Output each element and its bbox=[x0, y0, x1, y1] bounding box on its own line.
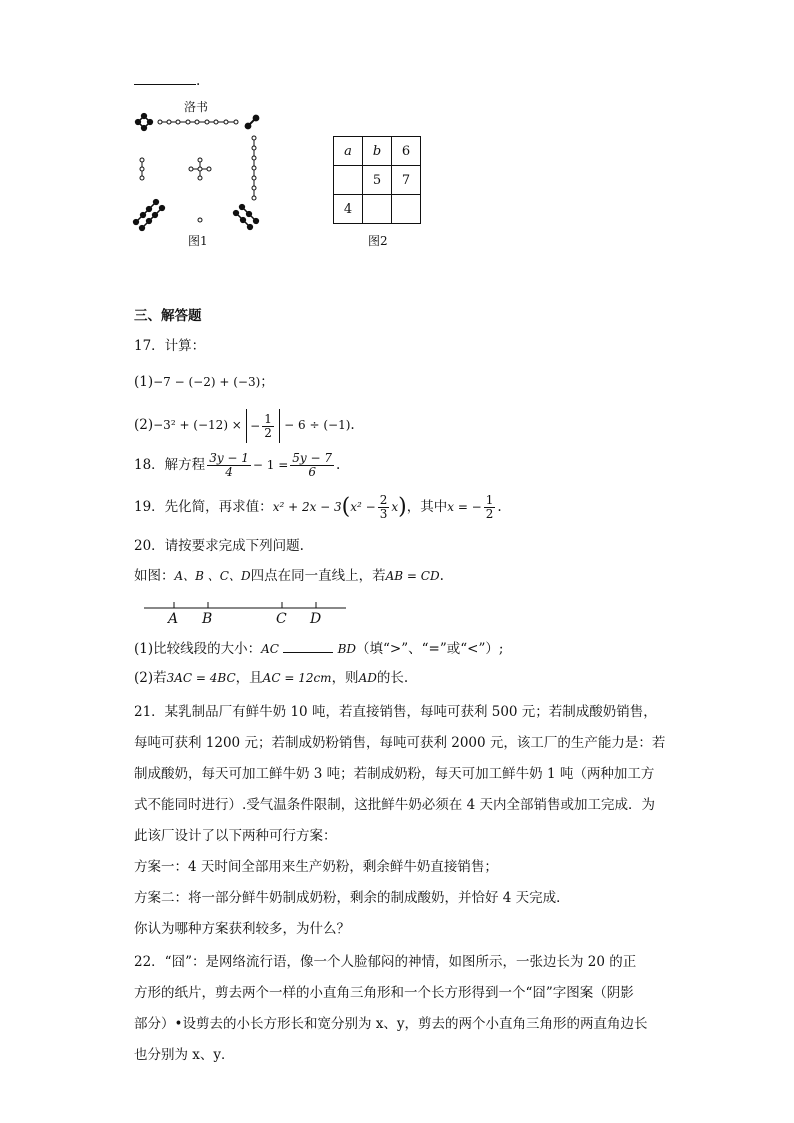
q20-p2-b: ，且 bbox=[235, 670, 263, 686]
q17-p1-prefix: (1) bbox=[134, 374, 154, 390]
q20-compare-blank[interactable] bbox=[283, 638, 333, 653]
luoshu-figure bbox=[130, 98, 270, 248]
grid-cell bbox=[334, 166, 363, 195]
q19-cond-expr: x = − bbox=[447, 500, 482, 514]
q21-line: 此该厂设计了以下两种可行方案： bbox=[134, 828, 337, 844]
q17-p2-a: −3² + (−12) × bbox=[153, 418, 242, 432]
q21-line: 你认为哪种方案获利较多，为什么？ bbox=[134, 921, 350, 937]
q17-p2-end: . bbox=[350, 417, 355, 433]
q22-line: 22．“囧”：是网络流行语，像一个人脸郁闷的神情，如图所示，一张边长为 20 的正 bbox=[134, 954, 637, 970]
grid-cell bbox=[392, 195, 421, 224]
q17-part1 bbox=[134, 372, 274, 392]
grid-row bbox=[334, 166, 421, 195]
grid-cell: b bbox=[363, 137, 392, 166]
q21-line: 方案一：4 天时间全部用来生产奶粉，剩余鲜牛奶直接销售； bbox=[134, 859, 498, 875]
grid-row bbox=[334, 195, 421, 224]
q20-p1-bd: BD bbox=[337, 642, 357, 656]
grid-cell: 6 bbox=[392, 137, 421, 166]
luoshu-nine bbox=[158, 120, 238, 124]
q19-expr-a: x² + 2x − 3 bbox=[272, 500, 342, 514]
q20-stem: 20．请按要求完成下列问题. bbox=[134, 538, 304, 554]
q21-line: 制成酸奶，每天可加工鲜牛奶 3 吨；若制成奶粉，每天可加工鲜牛奶 1 吨（两种加工方 bbox=[134, 766, 655, 782]
q18 bbox=[134, 448, 340, 482]
q19-lparen: ( bbox=[341, 494, 351, 520]
q18-end: . bbox=[336, 457, 341, 473]
q18-r-den: 6 bbox=[308, 465, 316, 479]
q20-given-a: 如图： bbox=[134, 568, 175, 584]
luoshu-six bbox=[234, 205, 259, 230]
luoshu-diagram bbox=[130, 110, 270, 240]
grid-cell bbox=[363, 195, 392, 224]
trail-mark: . bbox=[196, 73, 201, 89]
q22-line: 方形的纸片，剪去两个一样的小直角三角形和一个长方形得到一个“囧”字图案（阴影 bbox=[134, 985, 634, 1001]
luoshu-one bbox=[198, 218, 202, 222]
q20-p2-a: (2)若 bbox=[134, 670, 167, 686]
answer-blank-line bbox=[134, 70, 200, 91]
figure1-label: 图1 bbox=[188, 234, 208, 248]
q17-p2-b: − 6 ÷ (−1) bbox=[284, 418, 351, 432]
point-c-label: C bbox=[276, 611, 287, 627]
q19-end: . bbox=[497, 499, 502, 515]
q20-given bbox=[134, 566, 444, 586]
q19-cond: ，其中 bbox=[406, 499, 448, 515]
point-b-label: B bbox=[202, 611, 213, 627]
q20-given-end: . bbox=[439, 568, 444, 584]
q21-line: 式不能同时进行）.受气温条件限制，这批鲜牛奶必须在 4 天内全部销售或加工完成．为 bbox=[134, 797, 655, 813]
q19-stem: 19．先化简，再求值： bbox=[134, 499, 273, 515]
q20-p1-b: （填“>”、“=”或“<”）; bbox=[356, 641, 504, 657]
q19-f-den: 3 bbox=[379, 507, 388, 521]
q19-c-den: 2 bbox=[485, 507, 494, 521]
grid-cell: a bbox=[334, 137, 363, 166]
q17-stem: 17．计算： bbox=[134, 338, 206, 354]
q19 bbox=[134, 490, 502, 525]
magic-square-grid bbox=[333, 136, 421, 224]
luoshu-three bbox=[140, 158, 144, 180]
q19-rparen: ) bbox=[398, 494, 407, 520]
luoshu-five bbox=[189, 158, 211, 180]
q18-l-num: 3y − 1 bbox=[209, 451, 249, 465]
section-heading: 三、解答题 bbox=[134, 308, 202, 324]
q20-given-pts: A、B 、C、D bbox=[174, 569, 251, 583]
q17-p1-end: ； bbox=[260, 374, 274, 390]
q20-part2 bbox=[134, 668, 408, 688]
q17-p1-expr: −7 − (−2) + (−3) bbox=[153, 375, 261, 389]
q20-p1-a: (1)比较线段的大小： bbox=[134, 641, 262, 657]
q20-p2-eq2: AC = 12cm bbox=[262, 671, 332, 685]
q19-expr-c: x bbox=[391, 500, 399, 514]
q17-frac-num: 1 bbox=[264, 411, 272, 426]
q21-line: 每吨可获利 1200 元；若制成奶粉销售，每吨可获利 2000 元，该工厂的生产能力是：若 bbox=[134, 735, 666, 751]
q18-mid: − 1 = bbox=[252, 458, 289, 472]
q17-part2 bbox=[134, 408, 355, 443]
q22-line: 也分别为 x、y． bbox=[134, 1047, 235, 1063]
grid-cell: 5 bbox=[363, 166, 392, 195]
luoshu-title: 洛书 bbox=[184, 100, 209, 114]
q17-p2-prefix: (2) bbox=[134, 417, 154, 433]
q20-given-eq: AB = CD bbox=[385, 569, 440, 583]
luoshu-seven bbox=[252, 136, 256, 200]
q18-left-fraction bbox=[207, 452, 251, 479]
q20-p2-ad: AD bbox=[358, 671, 377, 685]
point-a-label: A bbox=[168, 611, 179, 627]
luoshu-two bbox=[246, 116, 259, 129]
q18-stem: 18．解方程 bbox=[134, 457, 206, 473]
q22-line: 部分）•设剪去的小长方形长和宽分别为 x、y，剪去的两个小直角三角形的两直角边长 bbox=[134, 1016, 648, 1032]
q18-r-num: 5y − 7 bbox=[292, 451, 333, 465]
q20-part1 bbox=[134, 638, 503, 659]
q21-line: 方案二：将一部分鲜牛奶制成奶粉，剩余的制成酸奶，并恰好 4 天完成． bbox=[134, 890, 570, 906]
q19-fraction bbox=[378, 494, 390, 521]
q17-fraction bbox=[262, 413, 274, 440]
q19-f-num: 2 bbox=[379, 493, 388, 507]
figure2-label: 图2 bbox=[368, 234, 388, 248]
grid-row bbox=[334, 137, 421, 166]
q20-p1-ac: AC bbox=[261, 642, 279, 656]
point-d-label: D bbox=[310, 611, 322, 627]
q20-p2-eq1: 3AC = 4BC bbox=[166, 671, 236, 685]
luoshu-four bbox=[136, 114, 153, 131]
q20-given-b: 四点在同一直线上，若 bbox=[250, 568, 386, 584]
q17-abs-value bbox=[246, 409, 280, 443]
q17-frac-den: 2 bbox=[264, 425, 272, 440]
luoshu-eight bbox=[134, 200, 165, 231]
q21-line: 21．某乳制品厂有鲜牛奶 10 吨，若直接销售，每吨可获利 500 元；若制成酸奶销售， bbox=[134, 704, 657, 720]
q18-l-den: 4 bbox=[225, 465, 233, 479]
answer-blank[interactable] bbox=[134, 70, 196, 85]
q19-cond-fraction bbox=[484, 494, 496, 521]
q17-abs-minus: − bbox=[250, 418, 261, 433]
q18-right-fraction bbox=[290, 452, 334, 479]
q20-p2-c: ，则 bbox=[331, 670, 359, 686]
q19-c-num: 1 bbox=[485, 493, 494, 507]
q19-expr-b: x² − bbox=[350, 500, 376, 514]
grid-cell: 4 bbox=[334, 195, 363, 224]
q20-p2-d: 的长. bbox=[376, 670, 409, 686]
grid-cell: 7 bbox=[392, 166, 421, 195]
